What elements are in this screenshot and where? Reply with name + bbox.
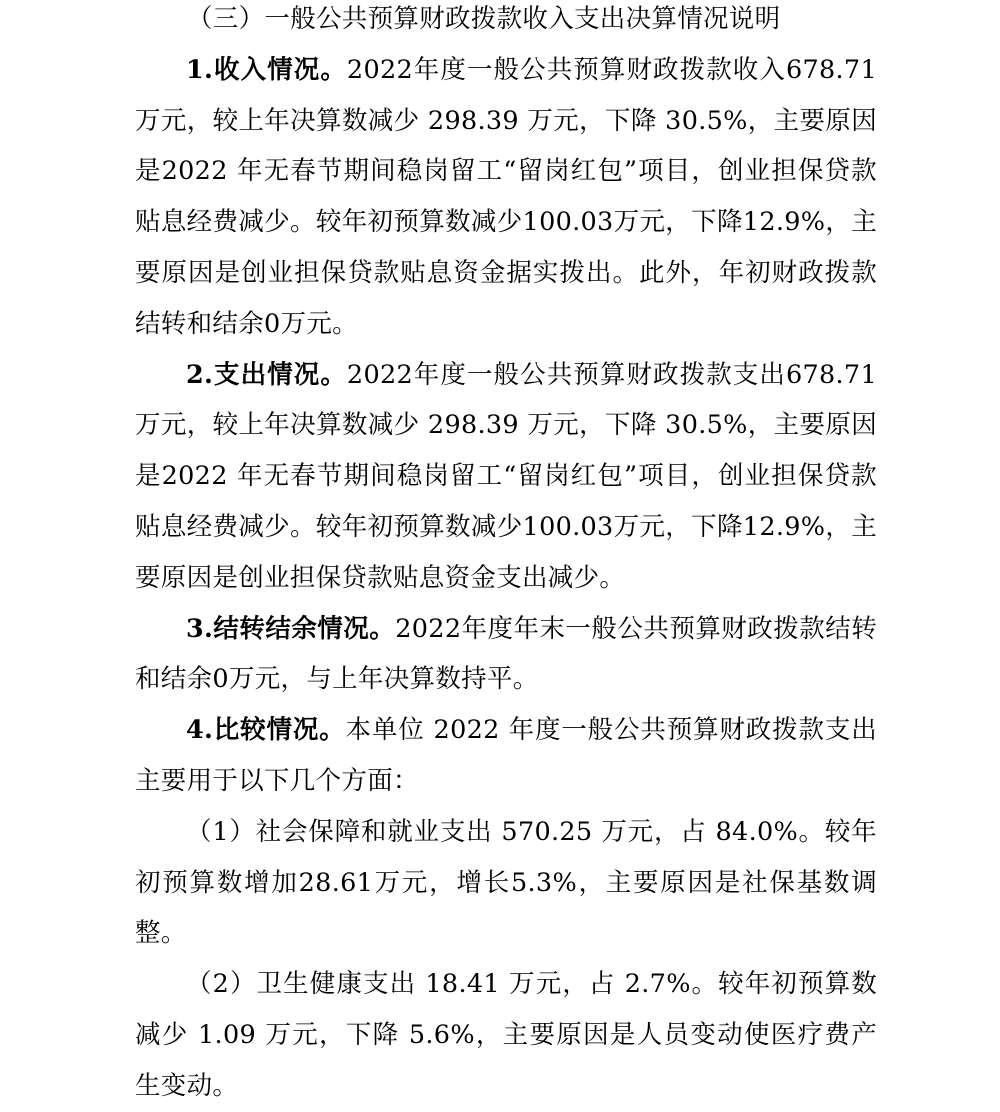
paragraph-text: 2022年度年末一般公共预算财政拨款结转和结余0万元，与上年决算数持平。 [135,613,877,695]
paragraph-lead: 4.比较情况。 [186,715,346,746]
sub-item-social-security: （1）社会保障和就业支出 570.25 万元，占 84.0%。较年初预算数增加28.61万元，增长5.3%，主要原因是社保基数调整。 [135,816,877,949]
sub-item-health: （2）卫生健康支出 18.41 万元，占 2.7%。较年初预算数减少 1.09 万元，下降 5.6%，主要原因是人员变动使医疗费产生变动。 [135,969,877,1101]
paragraph-text: 本单位 2022 年度一般公共预算财政拨款支出主要用于以下几个方面： [135,715,877,796]
paragraph-text: 2022年度一般公共预算财政拨款收入678.71万元，较上年决算数减少 298.39 万元，下降 30.5%，主要原因是2022 年无春节期间稳岗留工“留岗红包”项目，创业担保贷款贴息经费减少。较年初预算数减少100.03万元，下降12.9%，主要原因是创业担保贷款贴息资金据实拨出。此外，年初财政拨款结转和结余0万元。 [135,54,877,339]
paragraph-comparison [135,705,877,807]
paragraph-lead: 1.收入情况。 [186,54,347,85]
paragraph-carryover [135,604,877,706]
paragraph-expenditure [135,350,877,604]
paragraph-text: 2022年度一般公共预算财政拨款支出678.71万元，较上年决算数减少 298.39 万元，下降 30.5%，主要原因是2022 年无春节期间稳岗留工“留岗红包”项目，创业担保贷款贴息经费减少。较年初预算数减少100.03万元，下降12.9%，主要原因是创业担保贷款贴息资金支出减少。 [135,359,877,593]
paragraph-income [135,45,877,350]
section-heading: （三）一般公共预算财政拨款收入支出决算情况说明 [187,4,781,34]
paragraph-lead: 3.结转结余情况。 [186,613,396,644]
document-body [135,0,877,1112]
paragraph-lead: 2.支出情况。 [186,359,347,390]
